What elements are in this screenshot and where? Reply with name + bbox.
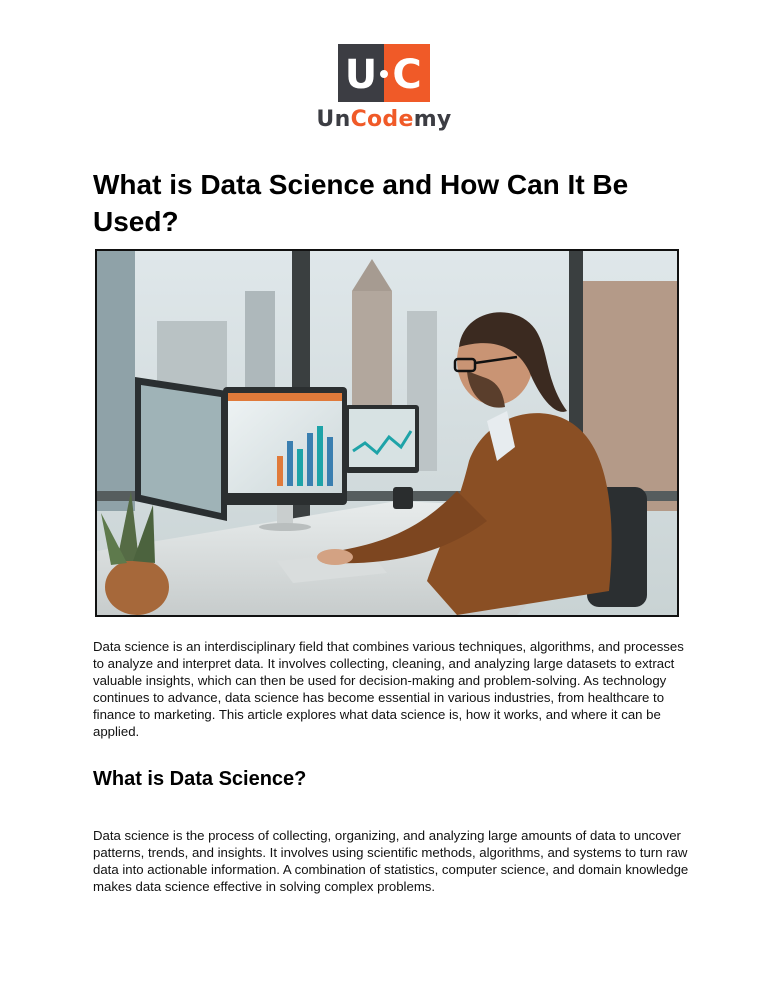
logo-word-part-3: my — [413, 107, 452, 132]
logo-mark-right-letter: C — [392, 52, 422, 98]
office-analyst-illustration — [97, 251, 677, 615]
section-heading: What is Data Science? — [93, 768, 307, 790]
hero-image — [95, 249, 679, 617]
logo-word-part-2: Code — [350, 107, 414, 132]
logo-wordmark — [306, 106, 462, 134]
uncodemy-logo[interactable] — [306, 44, 462, 136]
uc-logo-mark-icon — [338, 44, 430, 102]
logo-word-part-1: Un — [316, 107, 351, 132]
article-title: What is Data Science and How Can It Be Used? — [93, 169, 629, 237]
logo-mark-left-letter: U — [344, 52, 378, 98]
intro-paragraph: Data science is an interdisciplinary field that combines various techniques, algorithms, and processes to analyze and interpret data. It involves collecting, cleaning, and analyzing large datasets to extract valuable insights, which can then be used for decision-making and problem-solving. As technology continues to advance, data science has become essential in various industries, from healthcare to finance to marketing. This article explores what data science is, how it works, and where it can be applied. — [93, 639, 684, 739]
section-paragraph: Data science is the process of collecting, organizing, and analyzing large amounts of data to uncover patterns, trends, and insights. It involves using scientific methods, algorithms, and systems to turn raw data into actionable information. A combination of statistics, computer science, and domain knowledge makes data science effective in solving complex problems. — [93, 828, 689, 894]
